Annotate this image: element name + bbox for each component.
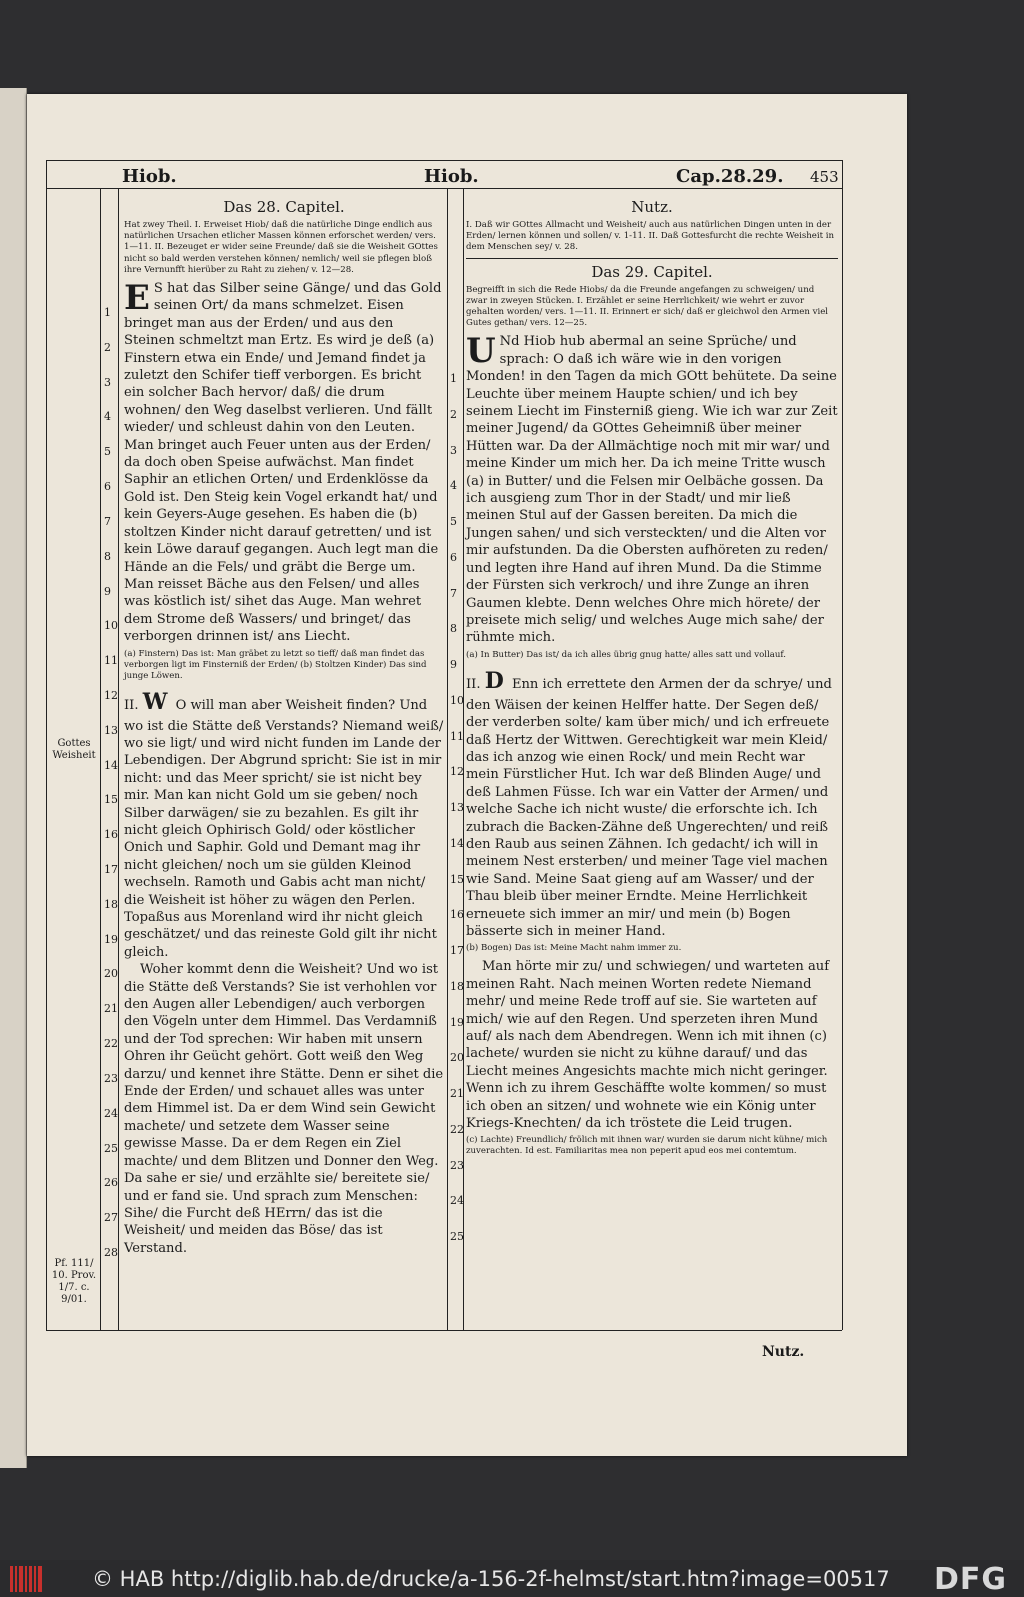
left-column bbox=[124, 196, 444, 1257]
nutz-title: Nutz. bbox=[631, 198, 673, 216]
column-divider bbox=[447, 188, 448, 1330]
chapter-29-note-1: (a) In Butter) Das ist/ da ich alles übrig gnug hatte/ alles satt und vollauf. bbox=[466, 649, 787, 660]
verse-number: 6 bbox=[450, 551, 457, 564]
previous-page-edge bbox=[0, 88, 27, 1468]
nutz-text: I. Daß wir GOttes Allmacht und Weisheit/ auch aus natürlichen Dingen unten in der Erden/ lernen können und sollen/ v. 1-11. II. Daß Gottesfurcht die rechte Weisheit in dem Menschen sey/ v. 28. bbox=[466, 220, 835, 253]
catchword: Nutz. bbox=[762, 1344, 805, 1360]
verse-number: 20 bbox=[450, 1051, 464, 1064]
verse-number: 11 bbox=[104, 654, 118, 667]
verse-number: 24 bbox=[104, 1107, 118, 1120]
running-head-center: Hiob. bbox=[424, 166, 479, 187]
chapter-28-note-1: (a) Finstern) Das ist: Man gräbet zu letzt so tieff/ daß man findet das verborgen ligt im Finsterniß der Erden/ (b) Stoltzen Kinder) Das sind junge Löwen. bbox=[124, 648, 427, 681]
verse-number: 6 bbox=[104, 480, 111, 493]
verse-number: 1 bbox=[450, 372, 457, 385]
verse-number: 7 bbox=[104, 515, 111, 528]
verse-number: 8 bbox=[104, 550, 111, 563]
verse-number: 24 bbox=[450, 1194, 464, 1207]
verse-number: 4 bbox=[450, 479, 457, 492]
chapter-29-part1-text: Nd Hiob hub abermal an seine Sprüche/ und sprach: O daß ich wäre wie in den vorigen Monden! in den Tagen da mich GOtt behütete. Da seine Leuchte über meinem Haupte schien/ und ich bey seinem Liecht im Finsterniß gieng. Wie ich war zur Zeit meiner Jugend/ da GOttes Geheimniß über meiner Hütten war. Da der Allmächtige noch mit mir war/ und meine Kinder um mich her. Da ich meine Tritte wusch (a) in Butter/ und die Felsen mir Oelbäche gossen. Da ich ausgieng zum Thor in der Stadt/ und mir ließ meinen Stul auf der Gassen bereiten. Da mich die Jungen sahen/ und sich versteckten/ und die Alten vor mir aufstunden. Da die Obersten aufhöreten zu reden/ und legten ihre Hand auf ihren Mund. Da die Stimme der Fürsten sich verkroch/ und ihre Zunge an ihren Gaumen klebte. Denn welches Ohre mich hörete/ der preisete mich selig/ und welches Auge mich sahe/ der rühmte mich. bbox=[466, 334, 838, 646]
chapter-29-part1 bbox=[466, 333, 838, 646]
verse-number: 5 bbox=[450, 515, 457, 528]
verse-number: 13 bbox=[104, 724, 118, 737]
verse-number: 12 bbox=[450, 765, 464, 778]
verse-number: 17 bbox=[450, 944, 464, 957]
verse-number: 2 bbox=[450, 408, 457, 421]
running-head-left: Hiob. bbox=[122, 166, 177, 187]
section-marker: II. bbox=[124, 697, 139, 713]
margin-note-references: Pf. 111/ 10. Prov. 1/7. c. 9/01. bbox=[51, 1258, 97, 1305]
barcode-icon bbox=[10, 1566, 44, 1592]
frame-left bbox=[46, 160, 47, 1330]
section-rule bbox=[466, 258, 838, 259]
verse-number: 9 bbox=[104, 585, 111, 598]
verse-number: 13 bbox=[450, 801, 464, 814]
verse-number: 22 bbox=[450, 1123, 464, 1136]
verse-number: 22 bbox=[104, 1037, 118, 1050]
drop-cap-2: D bbox=[484, 667, 504, 694]
verse-number: 8 bbox=[450, 622, 457, 635]
verse-number: 11 bbox=[450, 730, 464, 743]
head-rule bbox=[46, 188, 842, 189]
viewer-footer bbox=[0, 1560, 1024, 1596]
chapter-28-part1-text: S hat das Silber seine Gänge/ und das Gold seinen Ort/ da mans schmelzet. Eisen bringet man aus der Erden/ und aus den Steinen schmeltzt man Ertz. Es wird je deß (a) Finstern etwa ein Ende/ und Jemand findet ja zuletzt den Schifer tieff verborgen. Es bricht ein solcher Bach hervor/ daß/ die drum wohnen/ den Weg daselbst verlieren. Und fällt wieder/ und schleust dahin von den Leuten. Man bringet auch Feuer unten aus der Erden/ da doch oben Speise aufwächst. Man findet Saphir an etlichen Orten/ und Erdenklösse da Gold ist. Den Steig kein Vogel erkandt hat/ und kein Geyers-Auge gesehen. Es haben die (b) stoltzen Kinder nicht darauf getretten/ und ist kein Löwe darauf gegangen. Auch legt man die Hände an die Fels/ und gräbt die Berge um. Man reisset Bäche aus den Felsen/ und alles was köstlich ist/ sihet das Auge. Man wehret dem Strome deß Wassers/ und bringet/ das verborgen drinnen ist/ ans Liecht. bbox=[124, 281, 442, 645]
verse-number: 16 bbox=[104, 828, 118, 841]
section-marker: II. bbox=[466, 676, 481, 692]
verse-number: 19 bbox=[450, 1016, 464, 1029]
verse-number: 1 bbox=[104, 306, 111, 319]
chapter-29-summary: Begreifft in sich die Rede Hiobs/ da die Freunde angefangen zu schweigen/ und zwar in zweyen Stücken. I. Erzählet er seine Herrlichkeit/ wie wehrt er zuvor gehalten worden/ vers. 1—11. II. Erinnert er sich/ daß er gleichwol den Armen viel Gutes gethan/ vers. 12—25. bbox=[466, 284, 829, 329]
verse-number: 23 bbox=[450, 1159, 464, 1172]
verse-number: 3 bbox=[104, 376, 111, 389]
margin-note-gottes-weisheit: Gottes Weisheit bbox=[52, 738, 96, 761]
verse-number: 7 bbox=[450, 587, 457, 600]
top-rule bbox=[46, 160, 842, 161]
verse-number: 10 bbox=[104, 619, 118, 632]
verse-number: 18 bbox=[104, 898, 118, 911]
verse-number: 23 bbox=[104, 1072, 118, 1085]
page-number: 453 bbox=[810, 168, 839, 186]
verse-number: 26 bbox=[104, 1176, 118, 1189]
drop-cap: E bbox=[124, 278, 150, 319]
chapter-29-part3: Man hörte mir zu/ und schwiegen/ und warteten auf meinen Raht. Nach meinen Worten redete Niemand mehr/ und meine Rede troff auf sie. Sie warteten auf mich/ wie auf den Regen. Und sperzeten ihren Mund auf/ als nach dem Abendregen. Wenn ich mit ihnen (c) lachete/ wurden sie nicht zu kühne darauf/ und das Liecht meines Angesichts machte mich nicht geringer. Wenn ich zu ihrem Geschäffte wolte kommen/ so must ich oben an sitzen/ und wohnete wie ein König unter Kriegs-Knechten/ da ich tröstete die Leid trugen. bbox=[466, 959, 830, 1132]
chapter-29-note-2: (b) Bogen) Das ist: Meine Macht nahm immer zu. bbox=[466, 943, 682, 954]
verse-number: 17 bbox=[104, 863, 118, 876]
drop-cap-2: W bbox=[142, 688, 168, 715]
verse-number: 14 bbox=[104, 759, 118, 772]
verse-number: 28 bbox=[104, 1246, 118, 1259]
margin-rule-2 bbox=[118, 188, 119, 1330]
source-link[interactable]: © HAB http://diglib.hab.de/drucke/a-156-2f-helmst/start.htm?image=00517 bbox=[92, 1567, 890, 1591]
verse-number: 10 bbox=[450, 694, 464, 707]
bottom-rule bbox=[46, 1330, 842, 1331]
verse-number: 3 bbox=[450, 444, 457, 457]
verse-number: 9 bbox=[450, 658, 457, 671]
verse-number: 5 bbox=[104, 445, 111, 458]
verse-number: 27 bbox=[104, 1211, 118, 1224]
verse-number: 14 bbox=[450, 837, 464, 850]
verse-number: 19 bbox=[104, 933, 118, 946]
verse-number: 25 bbox=[450, 1230, 464, 1243]
verse-number: 21 bbox=[104, 1002, 118, 1015]
running-head-right: Cap.28.29. bbox=[676, 166, 784, 187]
drop-cap: U bbox=[466, 331, 496, 372]
chapter-29-note-3: (c) Lachte) Freundlich/ frölich mit ihnen war/ wurden sie darum nicht kühne/ mich zuverachten. Id est. Familiaritas mea non peperit apud eos mei contemtum. bbox=[466, 1135, 828, 1157]
right-column bbox=[466, 196, 838, 1161]
chapter-28-title: Das 28. Capitel. bbox=[223, 198, 345, 216]
margin-rule-1 bbox=[100, 188, 101, 1330]
verse-number: 25 bbox=[104, 1142, 118, 1155]
verse-number: 21 bbox=[450, 1087, 464, 1100]
chapter-29-title: Das 29. Capitel. bbox=[591, 262, 713, 281]
chapter-28-part3: Woher kommt denn die Weisheit? Und wo ist die Stätte deß Verstands? Sie ist verhohlen vor den Augen aller Lebendigen/ auch verborgen den Vögeln unter dem Himmel. Das Verdamniß und der Tod sprechen: Wir haben mit unsern Ohren ihr Geücht gehört. Gott weiß den Weg darzu/ und kennet ihre Stätte. Denn er sihet die Ende der Erden/ und schauet alles was unter dem Himmel ist. Da er dem Wind sein Gewicht machete/ und setzete dem Wasser seine gewisse Masse. Da er dem Regen ein Ziel machte/ und dem Blitzen und Donner den Weg. Da sahe er sie/ und erzählte sie/ bereitete sie/ und er fand sie. Und sprach zum Menschen: Sihe/ die Furcht deß HErrn/ das ist die Weisheit/ und meiden das Böse/ das ist Verstand. bbox=[124, 962, 444, 1256]
verse-number: 18 bbox=[450, 980, 464, 993]
chapter-29-part2-text: Enn ich errettete den Armen der da schrye/ und den Wäisen der keinen Helffer hatte. Der Segen deß/ der verderben solte/ kam über mich/ und ich erfreuete daß Hertz der Wittwen. Gerechtigkeit war mein Kleid/ das ich anzog wie einen Rock/ und mein Recht war mein Fürstlicher Hut. Ich war deß Blinden Auge/ und deß Lahmen Füsse. Ich war ein Vatter der Armen/ und welche Sache ich nicht wuste/ die erforschte ich. Ich zubrach die Backen-Zähne deß Ungerechten/ und reiß den Raub aus seinen Zähnen. Ich gedacht/ ich will in meinem Nest ersterben/ und meiner Tage viel machen wie Sand. Meine Saat gieng auf am Wasser/ und der Thau bleib über meiner Erndte. Meine Herrlichkeit erneuete sich immer an mir/ und mein (b) Bogen bässerte sich in meiner Hand. bbox=[466, 676, 832, 940]
dfg-logo: DFG bbox=[934, 1562, 1008, 1597]
chapter-29-part2 bbox=[466, 665, 838, 941]
verse-number: 12 bbox=[104, 689, 118, 702]
chapter-28-summary: Hat zwey Theil. I. Erweiset Hiob/ daß die natürliche Dinge endlich aus natürlichen Ursachen etlicher Massen können erforschet werden/ vers. 1—11. II. Bezeuget er wider seine Freunde/ daß sie die Weisheit GOttes nicht so bald werden verstehen können/ nemlich/ weil sie pflegen bloß ihre Vernunfft hierüber zu Raht zu ziehen/ v. 12—28. bbox=[124, 220, 438, 275]
chapter-28-part2-text: O will man aber Weisheit finden? Und wo ist die Stätte deß Verstands? Niemand weiß/ wo sie ligt/ und wird nicht funden im Lande der Lebendigen. Der Abgrund spricht: Sie ist in mir nicht: und das Meer spricht/ sie ist nicht bey mir. Man kan nicht Gold um sie geben/ noch Silber darwägen/ sie zu bezahlen. Es gilt ihr nicht gleich Ophirisch Gold/ oder köstlicher Onich und Saphir. Gold und Demant mag ihr nicht gleichen/ noch um sie gülden Kleinod wechseln. Ramoth und Gabis acht man nicht/ die Weisheit ist höher zu wägen den Perlen. Topaßus aus Morenland wird ihr nicht gleich geschätzet/ und das reineste Gold gilt ihr nicht gleich. bbox=[124, 697, 444, 960]
verse-number: 2 bbox=[104, 341, 111, 354]
verse-number: 15 bbox=[104, 793, 118, 806]
chapter-28-part2 bbox=[124, 686, 444, 962]
verse-number: 4 bbox=[104, 410, 111, 423]
verse-number: 15 bbox=[450, 873, 464, 886]
frame-right bbox=[842, 160, 843, 1330]
verse-number: 16 bbox=[450, 908, 464, 921]
chapter-28-part1 bbox=[124, 280, 444, 646]
verse-number: 20 bbox=[104, 967, 118, 980]
